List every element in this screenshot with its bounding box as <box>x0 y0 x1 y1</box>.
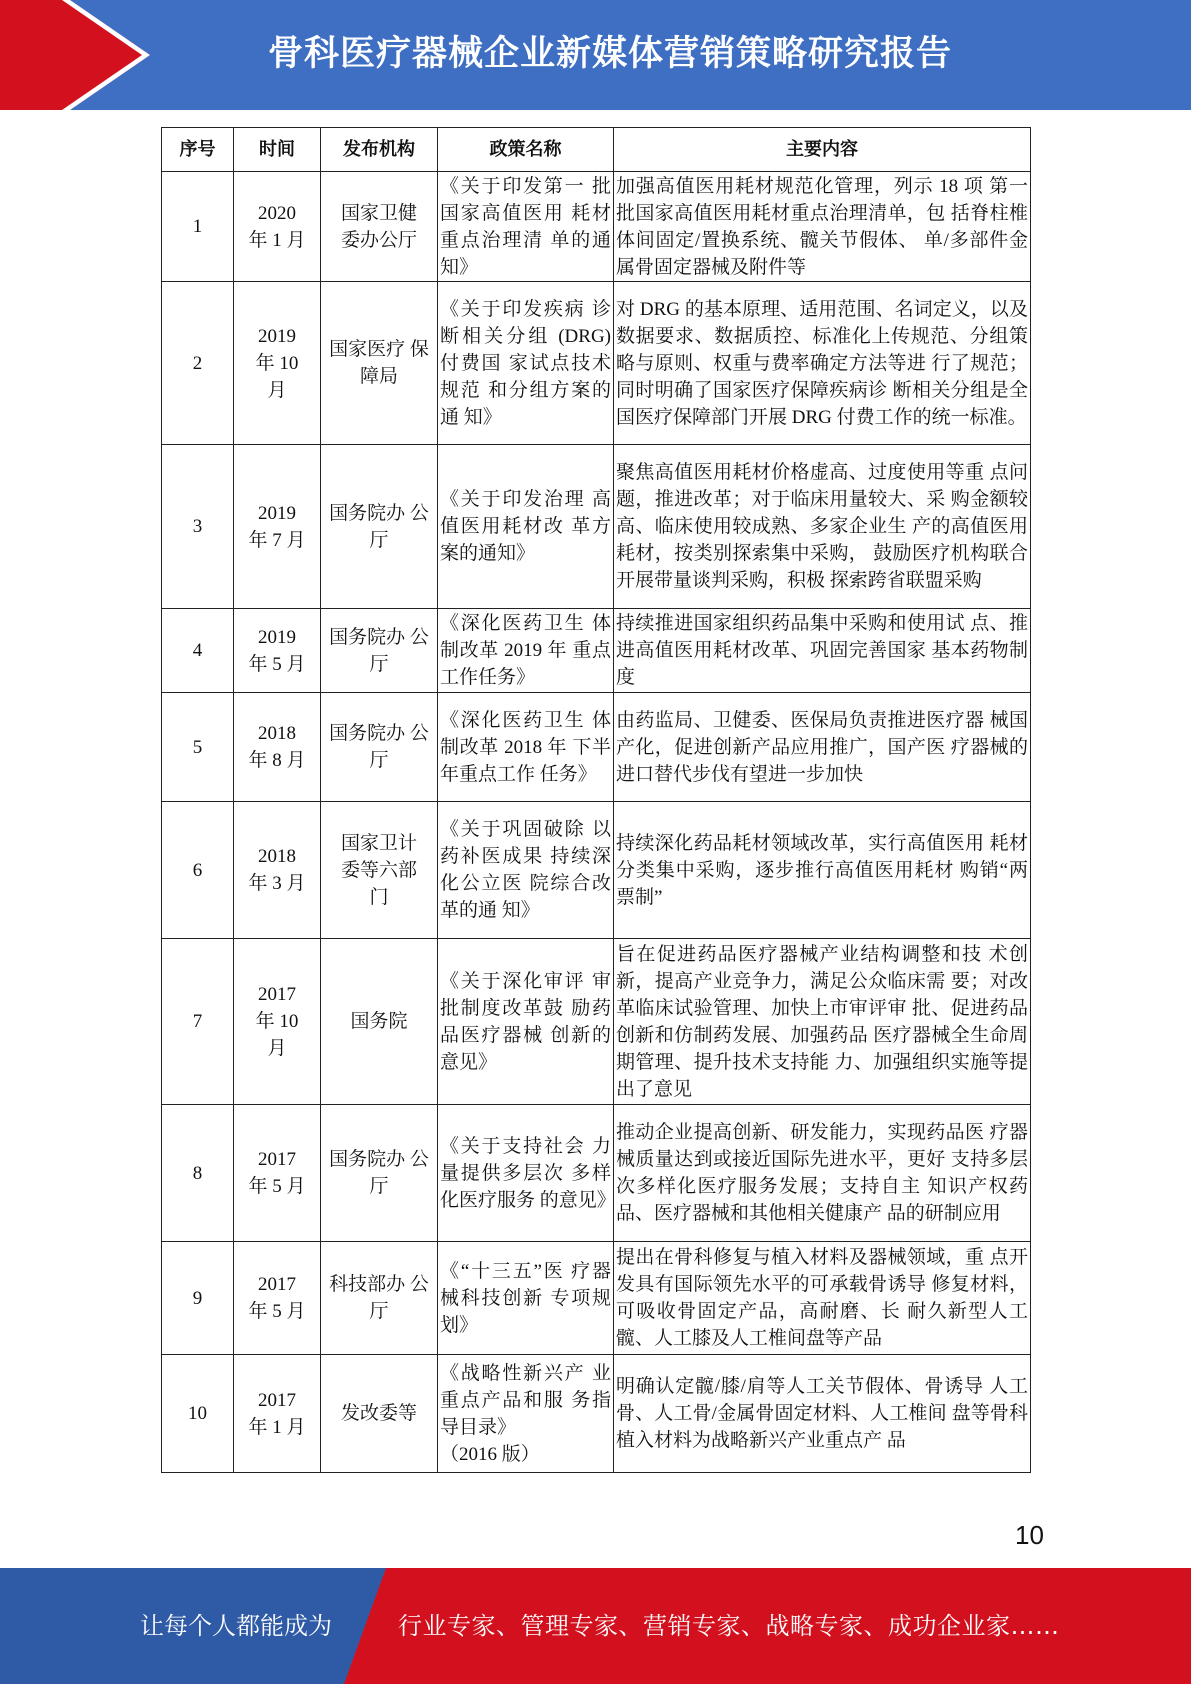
row-policy: 《深化医药卫生 体制改革 2018 年 下半年重点工作 任务》 <box>438 693 614 802</box>
header-time: 时间 <box>234 128 321 172</box>
header-red-arrow <box>0 0 150 110</box>
footer-slogan-right: 行业专家、管理专家、营销专家、战略专家、成功企业家…… <box>398 1612 1060 1640</box>
policy-table <box>161 127 1031 1473</box>
row-number: 1 <box>162 172 234 282</box>
row-content: 持续推进国家组织药品集中采购和使用试 点、推进高值医用耗材改革、巩固完善国家 基本药物制度 <box>614 609 1031 693</box>
row-content: 加强高值医用耗材规范化管理，列示 18 项 第一批国家高值医用耗材重点治理清单，包 括脊柱椎体间固定/置换系统、髋关节假体、 单/多部件金属骨固定器械及附件等 <box>614 172 1031 282</box>
row-time: 2017 年 10 月 <box>234 939 321 1105</box>
table-row <box>162 1355 1031 1473</box>
row-agency: 国家卫计 委等六部 门 <box>321 802 438 939</box>
row-number: 6 <box>162 802 234 939</box>
page-title: 骨科医疗器械企业新媒体营销策略研究报告 <box>267 34 952 74</box>
row-agency: 发改委等 <box>321 1355 438 1473</box>
header-no: 序号 <box>162 128 234 172</box>
row-time: 2017 年 5 月 <box>234 1105 321 1242</box>
row-number: 8 <box>162 1105 234 1242</box>
row-policy: 《关于印发疾病 诊断相关分组 (DRG)付费国 家试点技术规范 和分组方案的通 知》 <box>438 282 614 445</box>
row-content: 持续深化药品耗材领域改革，实行高值医用 耗材分类集中采购，逐步推行高值医用耗材 购销“两票制” <box>614 802 1031 939</box>
row-policy: 《“十三五”医 疗器械科技创新 专项规划》 <box>438 1242 614 1355</box>
table-row <box>162 172 1031 282</box>
table-row <box>162 693 1031 802</box>
footer-banner <box>0 1568 1191 1684</box>
header-policy: 政策名称 <box>438 128 614 172</box>
row-agency: 国家医疗 保 障局 <box>321 282 438 445</box>
row-time: 2019 年 5 月 <box>234 609 321 693</box>
row-policy: 《战略性新兴产 业重点产品和服 务指导目录》 （2016 版） <box>438 1355 614 1473</box>
row-policy: 《关于印发治理 高值医用耗材改 革方案的通知》 <box>438 445 614 609</box>
row-agency: 国务院办 公 厅 <box>321 609 438 693</box>
row-time: 2017 年 1 月 <box>234 1355 321 1473</box>
table-row <box>162 802 1031 939</box>
row-agency: 国务院办 公 厅 <box>321 693 438 802</box>
header-banner <box>0 0 1191 110</box>
row-number: 10 <box>162 1355 234 1473</box>
row-agency: 国务院办 公 厅 <box>321 445 438 609</box>
table-row <box>162 1105 1031 1242</box>
row-number: 7 <box>162 939 234 1105</box>
row-number: 9 <box>162 1242 234 1355</box>
footer-slogan-left: 让每个人都能成为 <box>140 1612 332 1640</box>
row-policy: 《关于支持社会 力量提供多层次 多样化医疗服务 的意见》 <box>438 1105 614 1242</box>
row-content: 推动企业提高创新、研发能力，实现药品医 疗器械质量达到或接近国际先进水平，更好 支持多层次多样化医疗服务发展；支持自主 知识产权药品、医疗器械和其他相关健康产 品的研制应用 <box>614 1105 1031 1242</box>
row-content: 明确认定髋/膝/肩等人工关节假体、骨诱导 人工骨、人工骨/金属骨固定材料、人工椎间 盘等骨科植入材料为战略新兴产业重点产 品 <box>614 1355 1031 1473</box>
row-agency: 国务院 <box>321 939 438 1105</box>
table-row <box>162 282 1031 445</box>
row-policy: 《关于深化审评 审批制度改革鼓 励药品医疗器械 创新的意见》 <box>438 939 614 1105</box>
row-policy: 《关于印发第一 批国家高值医用 耗材重点治理清 单的通知》 <box>438 172 614 282</box>
row-content: 由药监局、卫健委、医保局负责推进医疗器 械国产化，促进创新产品应用推广，国产医 疗器械的进口替代步伐有望进一步加快 <box>614 693 1031 802</box>
table-row <box>162 445 1031 609</box>
row-time: 2018 年 8 月 <box>234 693 321 802</box>
row-number: 5 <box>162 693 234 802</box>
row-content: 对 DRG 的基本原理、适用范围、名词定义，以及数据要求、数据质控、标准化上传规范、分组策略与原则、权重与费率确定方法等进 行了规范；同时明确了国家医疗保障疾病诊 断相关分组是全国医疗保障部门开展 DRG 付费工作的统一标准。 <box>614 282 1031 445</box>
table-row <box>162 609 1031 693</box>
row-time: 2020 年 1 月 <box>234 172 321 282</box>
header-agency: 发布机构 <box>321 128 438 172</box>
row-number: 3 <box>162 445 234 609</box>
table-row <box>162 939 1031 1105</box>
row-time: 2019 年 10 月 <box>234 282 321 445</box>
row-content: 聚焦高值医用耗材价格虚高、过度使用等重 点问题，推进改革；对于临床用量较大、采 购金额较高、临床使用较成熟、多家企业生 产的高值医用耗材，按类别探索集中采购， 鼓励医疗机构联合开展带量谈判采购，积极 探索跨省联盟采购 <box>614 445 1031 609</box>
header-content: 主要内容 <box>614 128 1031 172</box>
table-row <box>162 1242 1031 1355</box>
row-policy: 《深化医药卫生 体制改革 2019 年 重点工作任务》 <box>438 609 614 693</box>
page-number: 10 <box>1015 1520 1044 1550</box>
row-policy: 《关于巩固破除 以药补医成果 持续深化公立医 院综合改革的通 知》 <box>438 802 614 939</box>
row-agency: 国家卫健 委办公厅 <box>321 172 438 282</box>
row-agency: 科技部办 公 厅 <box>321 1242 438 1355</box>
row-time: 2017 年 5 月 <box>234 1242 321 1355</box>
row-number: 2 <box>162 282 234 445</box>
row-number: 4 <box>162 609 234 693</box>
row-time: 2019 年 7 月 <box>234 445 321 609</box>
row-content: 提出在骨科修复与植入材料及器械领域，重 点开发具有国际领先水平的可承载骨诱导 修复材料，可吸收骨固定产品，高耐磨、长 耐久新型人工髋、人工膝及人工椎间盘等产品 <box>614 1242 1031 1355</box>
row-agency: 国务院办 公 厅 <box>321 1105 438 1242</box>
table-header-row <box>162 128 1031 172</box>
table-body <box>162 172 1031 1473</box>
row-time: 2018 年 3 月 <box>234 802 321 939</box>
row-content: 旨在促进药品医疗器械产业结构调整和技 术创新，提高产业竞争力，满足公众临床需 要；对改革临床试验管理、加快上市审评审 批、促进药品创新和仿制药发展、加强药品 医疗器械全生命周期管理、提升技术支持能 力、加强组织实施等提出了意见 <box>614 939 1031 1105</box>
